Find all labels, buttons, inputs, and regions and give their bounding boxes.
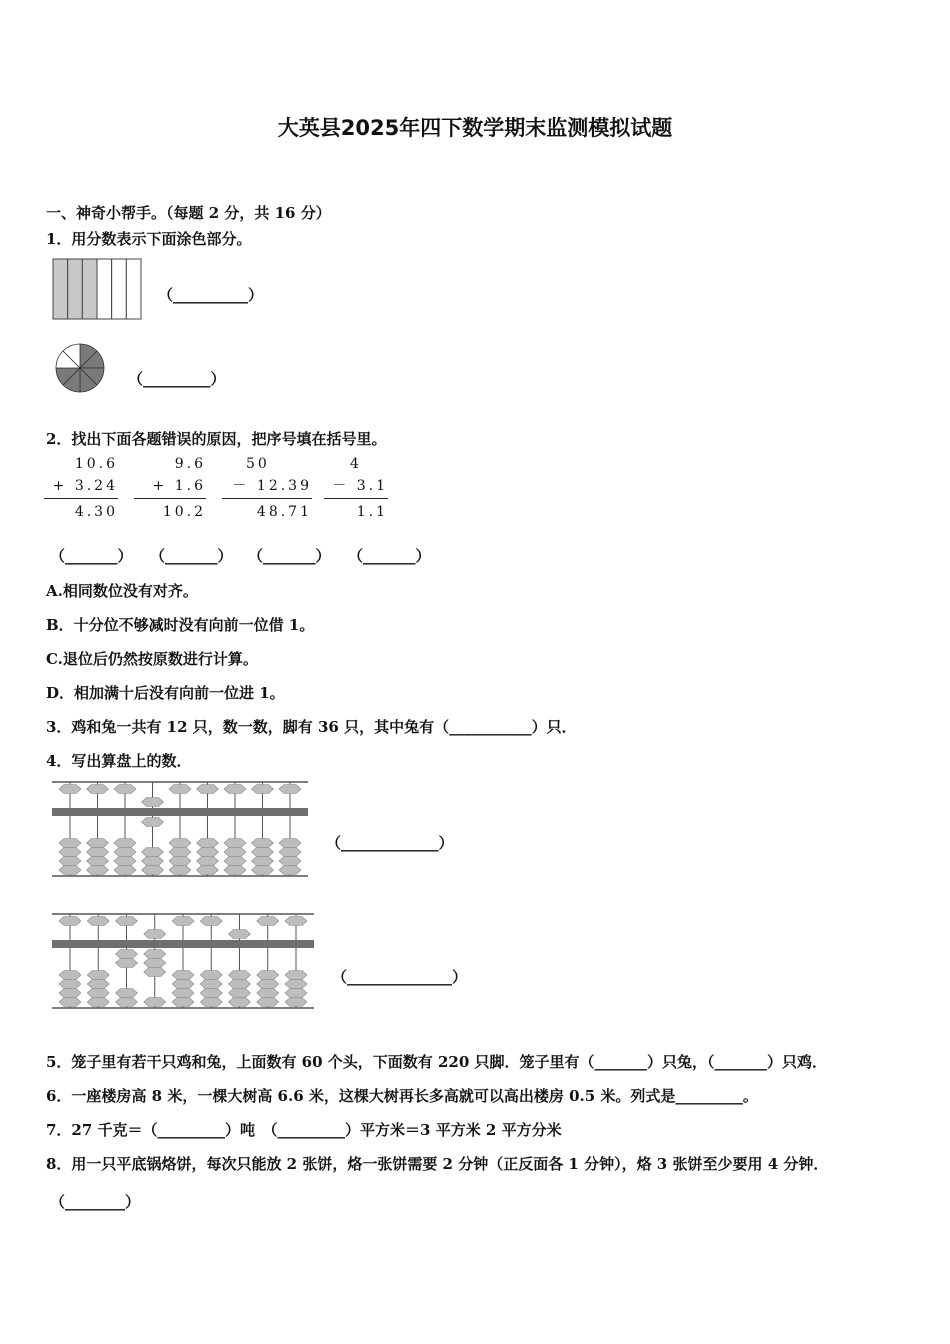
rect-cell: [126, 259, 141, 319]
abacus-bead: [279, 866, 301, 875]
answer-blank-2a[interactable]: （_______）: [50, 547, 133, 565]
calc-3-top: 50: [246, 456, 270, 472]
option-d: D．相加满十后没有向前一位进 1。: [46, 684, 285, 702]
abacus-bead: [59, 917, 81, 926]
question-3: 3．鸡和兔一共有 12 只，数一数，脚有 36 只，其中兔有（___________）只．: [46, 718, 577, 736]
abacus-bead: [197, 866, 219, 875]
option-a: A.相同数位没有对齐。: [46, 582, 198, 600]
abacus-bead: [252, 839, 274, 848]
abacus-bead: [252, 866, 274, 875]
abacus-bead: [59, 785, 81, 794]
abacus-bead: [197, 839, 219, 848]
abacus-bead: [200, 989, 222, 998]
abacus-bead: [279, 848, 301, 857]
abacus-bead: [200, 971, 222, 980]
abacus-bead: [116, 989, 138, 998]
calc-2-top: 9.6: [174, 456, 206, 472]
calc-1-op: + 3.24: [52, 478, 118, 494]
fraction-rectangle: [52, 258, 142, 320]
abacus-bead: [87, 998, 109, 1007]
abacus-bead: [144, 959, 166, 968]
question-8: 8．用一只平底锅烙饼，每次只能放 2 张饼，烙一张饼需要 2 分钟（正反面各 1 分钟），烙 3 张饼至少要用 4 分钟．: [46, 1155, 829, 1173]
abacus-bead: [257, 989, 279, 998]
abacus-bead: [279, 839, 301, 848]
abacus-bead: [224, 866, 246, 875]
abacus-bead: [279, 857, 301, 866]
abacus-bead: [87, 857, 109, 866]
abacus-bead: [142, 857, 164, 866]
calc-4-op: － 3.1: [332, 478, 388, 494]
abacus-bead: [142, 848, 164, 857]
vertical-calc-3: [222, 453, 312, 523]
abacus-2: [52, 912, 316, 1012]
answer-blank-4b[interactable]: （______________）: [332, 968, 468, 986]
question-1: 1．用分数表示下面涂色部分。: [46, 230, 252, 248]
abacus-bead: [59, 839, 81, 848]
question-7: 7．27 千克＝（_________）吨 （_________）平方米＝3 平方米 2 平方分米: [46, 1121, 562, 1139]
abacus-bead: [285, 980, 307, 989]
option-c: C.退位后仍然按原数进行计算。: [46, 650, 258, 668]
abacus-bead: [229, 980, 251, 989]
abacus-bead: [87, 848, 109, 857]
question-5: 5．笼子里有若干只鸡和兔，上面数有 60 个头，下面数有 220 只脚．笼子里有（_______）只兔，（_______）只鸡．: [46, 1053, 828, 1071]
abacus-bead: [257, 998, 279, 1007]
abacus-bead: [252, 785, 274, 794]
abacus-1: [52, 780, 310, 880]
abacus-bead: [257, 971, 279, 980]
abacus-bead: [59, 848, 81, 857]
calc-2-result: 10.2: [162, 504, 206, 520]
abacus-bead: [172, 989, 194, 998]
abacus-bead: [200, 980, 222, 989]
abacus-bead: [229, 998, 251, 1007]
abacus-bead: [279, 785, 301, 794]
abacus-bead: [142, 798, 164, 807]
abacus-bead: [197, 848, 219, 857]
answer-blank-8[interactable]: （________）: [50, 1193, 141, 1211]
calc-3-op: － 12.39: [232, 478, 312, 494]
abacus-bead: [114, 857, 136, 866]
page-title: 大英县2025年四下数学期末监测模拟试题: [277, 116, 673, 140]
abacus-bead: [114, 785, 136, 794]
calc-4-result: 1.1: [356, 504, 388, 520]
abacus-bead: [116, 959, 138, 968]
abacus-bead: [116, 950, 138, 959]
abacus-bead: [172, 980, 194, 989]
abacus-bead: [59, 998, 81, 1007]
abacus-bead: [229, 989, 251, 998]
abacus-bead: [224, 848, 246, 857]
calc-2-op: + 1.6: [152, 478, 206, 494]
abacus-bead: [169, 857, 191, 866]
abacus-bead: [172, 971, 194, 980]
answer-blank-2d[interactable]: （_______）: [348, 547, 431, 565]
abacus-bead: [116, 917, 138, 926]
calc-3-result: 48.71: [256, 504, 312, 520]
abacus-bead: [114, 848, 136, 857]
question-2: 2．找出下面各题错误的原因，把序号填在括号里。: [46, 430, 387, 448]
rect-cell: [68, 259, 83, 319]
abacus-bead: [285, 989, 307, 998]
abacus-bead: [229, 971, 251, 980]
abacus-bead: [144, 968, 166, 977]
abacus-bead: [87, 989, 109, 998]
answer-blank-1a[interactable]: （__________）: [158, 286, 264, 304]
abacus-bead: [224, 785, 246, 794]
abacus-bead: [169, 785, 191, 794]
rect-cell: [112, 259, 127, 319]
option-b: B．十分位不够减时没有向前一位借 1。: [46, 616, 315, 634]
vertical-calc-4: [324, 453, 388, 523]
abacus-bead: [114, 839, 136, 848]
abacus-bead: [169, 848, 191, 857]
abacus-bead: [87, 866, 109, 875]
abacus-bead: [116, 998, 138, 1007]
question-6: 6．一座楼房高 8 米，一棵大树高 6.6 米，这棵大树再长多高就可以高出楼房 0.5 米。列式是_________。: [46, 1087, 758, 1105]
abacus-bead: [114, 866, 136, 875]
abacus-bead: [144, 998, 166, 1007]
vertical-calc-1: [44, 453, 118, 523]
abacus-bead: [142, 866, 164, 875]
abacus-bead: [59, 866, 81, 875]
abacus-bead: [169, 866, 191, 875]
abacus-bead: [144, 930, 166, 939]
calc-4-top: 4: [350, 456, 362, 472]
abacus-bead: [172, 998, 194, 1007]
abacus-bead: [285, 971, 307, 980]
abacus-bead: [59, 980, 81, 989]
answer-blank-2b[interactable]: （_______）: [150, 547, 233, 565]
abacus-bead: [172, 917, 194, 926]
abacus-bead: [285, 917, 307, 926]
abacus-bead: [197, 857, 219, 866]
abacus-bead: [252, 848, 274, 857]
rect-cell: [82, 259, 97, 319]
abacus-bead: [169, 839, 191, 848]
abacus-bead: [87, 971, 109, 980]
abacus-bead: [142, 818, 164, 827]
abacus-bead: [87, 785, 109, 794]
abacus-bead: [59, 971, 81, 980]
fraction-circle: [54, 342, 106, 394]
abacus-bead: [229, 930, 251, 939]
section-heading: 一、神奇小帮手。（每题 2 分，共 16 分）: [46, 204, 331, 222]
abacus-bead: [257, 917, 279, 926]
vertical-calc-2: [134, 453, 206, 523]
question-4: 4．写出算盘上的数．: [46, 752, 192, 770]
abacus-bead: [200, 998, 222, 1007]
abacus-bead: [285, 998, 307, 1007]
abacus-bead: [59, 989, 81, 998]
answer-blank-1b[interactable]: （_________）: [128, 370, 226, 388]
rect-cell: [97, 259, 112, 319]
calc-1-top: 10.6: [74, 456, 118, 472]
abacus-bead: [257, 980, 279, 989]
answer-blank-4a[interactable]: （_____________）: [326, 834, 454, 852]
abacus-bead: [224, 857, 246, 866]
abacus-bead: [200, 917, 222, 926]
abacus-bead: [224, 839, 246, 848]
rect-cell: [53, 259, 68, 319]
abacus-bead: [87, 917, 109, 926]
abacus-bead: [59, 857, 81, 866]
abacus-bead: [87, 980, 109, 989]
abacus-bead: [87, 839, 109, 848]
abacus-bead: [197, 785, 219, 794]
calc-1-result: 4.30: [74, 504, 118, 520]
abacus-bead: [252, 857, 274, 866]
answer-blank-2c[interactable]: （_______）: [248, 547, 331, 565]
abacus-bead: [144, 950, 166, 959]
